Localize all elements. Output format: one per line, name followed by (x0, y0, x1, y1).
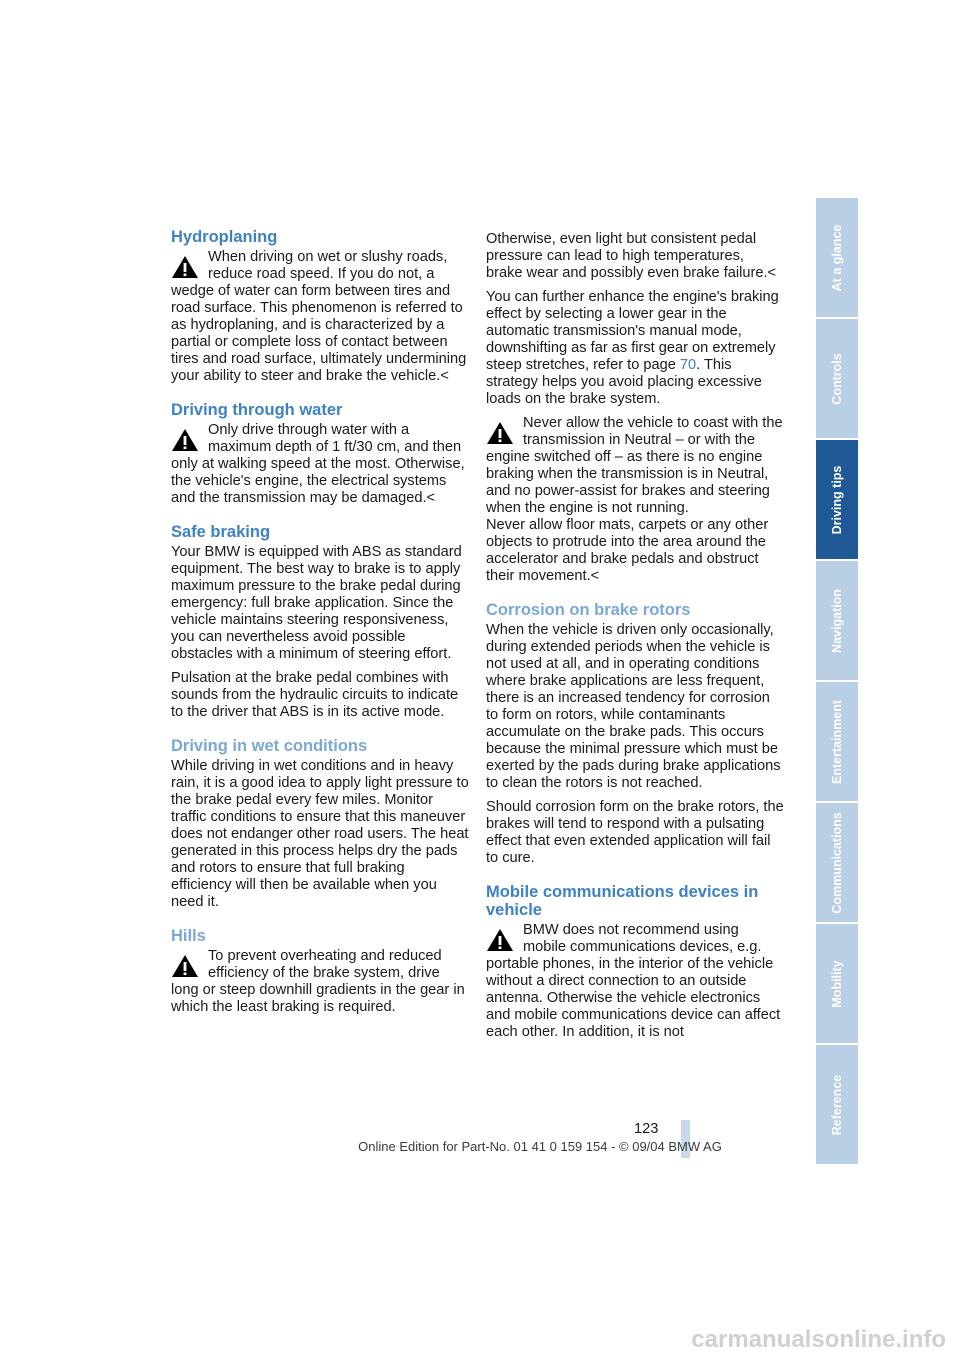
warning-water (171, 422, 469, 507)
paragraph: Should corrosion form on the brake rotors, the brakes will tend to respond with a pulsating effect that even extended application will fail to cure. (486, 799, 784, 866)
heading-mobile: Mobile communications devices in vehicle (486, 883, 759, 919)
tab-label: Mobility (830, 959, 844, 1008)
section-water (171, 401, 469, 507)
tab-label: Controls (830, 352, 844, 405)
tab-label: Reference (830, 1074, 844, 1135)
tab-at-a-glance[interactable] (816, 198, 858, 317)
warning-mobile (486, 922, 784, 1041)
tab-driving-tips[interactable] (816, 440, 858, 559)
left-column (171, 228, 469, 1032)
heading-corrosion: Corrosion on brake rotors (486, 601, 691, 619)
section-hills (171, 927, 469, 1016)
paragraph: Otherwise, even light but consistent pedal pressure can lead to high temperatures, brake wear and possibly even brake failure.< (486, 231, 777, 281)
page-number: 123 (634, 1121, 659, 1137)
tab-navigation[interactable] (816, 561, 858, 680)
heading-hills: Hills (171, 927, 206, 945)
paragraph (486, 289, 784, 408)
tab-label: At a glance (830, 224, 844, 291)
warning-triangle-icon (486, 928, 514, 952)
warning-text: To prevent overheating and reduced efficiency of the brake system, drive long or steep downhill gradients in the gear in which the least braking is required. (171, 948, 465, 1015)
paragraph: While driving in wet conditions and in heavy rain, it is a good idea to apply light pressure to the brake pedal every few miles. Monitor traffic conditions to ensure that this maneuver does not endanger other road users. The heat generated in this process helps dry the pads and rotors to ensure that full braking efficiency will then be available when you need it. (171, 758, 469, 910)
heading-wet: Driving in wet conditions (171, 737, 368, 755)
page-link[interactable]: 70 (679, 357, 697, 373)
section-braking (171, 523, 469, 721)
right-column (486, 231, 784, 1057)
section-corrosion (486, 601, 784, 867)
footer-text: Online Edition for Part-No. 01 41 0 159 154 - © 09/04 BMW AG (358, 1139, 722, 1154)
tab-communications[interactable] (816, 803, 858, 922)
paragraph-text: . This strategy helps you avoid placing excessive loads on the brake system. (486, 357, 762, 407)
watermark-text: carmanualsonline.info (691, 1326, 946, 1353)
tab-label: Communications (830, 811, 844, 914)
warning-text: Never allow floor mats, carpets or any other objects to protrude into the area around the accelerator and brake pedals and obstruct their movement.< (486, 517, 769, 584)
heading-hydroplaning: Hydroplaning (171, 228, 278, 246)
chapter-tabs (816, 198, 858, 1166)
tab-label: Navigation (830, 588, 844, 653)
section-wet (171, 737, 469, 911)
paragraph-text: You can further enhance the engine's braking effect by selecting a lower gear in the automatic transmission's manual mode, downshifting as far as first gear on extremely steep stretches, refer to page (486, 289, 779, 373)
watermark (0, 1326, 960, 1354)
warning-hills (171, 948, 469, 1016)
footer (0, 1139, 960, 1154)
heading-water: Driving through water (171, 401, 343, 419)
heading-braking: Safe braking (171, 523, 271, 541)
warning-hydroplaning (171, 249, 469, 385)
paragraph: Your BMW is equipped with ABS as standard equipment. The best way to brake is to apply maximum pressure to the brake pedal during emergency: full brake application. Since the vehicle maintains steering responsiveness, you can nevertheless avoid possible obstacles with a minimum of steering effort. (171, 544, 462, 662)
paragraph: Pulsation at the brake pedal combines with sounds from the hydraulic circuits to indicate to the driver that ABS is in its active mode. (171, 670, 459, 720)
warning-triangle-icon (171, 255, 199, 279)
tab-entertainment[interactable] (816, 682, 858, 801)
warning-triangle-icon (486, 421, 514, 445)
tab-label: Entertainment (830, 699, 844, 784)
warning-text: Never allow the vehicle to coast with the transmission in Neutral – or with the engine switched off – as there is no engine braking when the transmission is in Neutral, and no power-assist for brakes and steering when the engine is not running. (486, 415, 783, 516)
warning-text: When driving on wet or slushy roads, reduce road speed. If you do not, a wedge of water can form between tires and road surface. This phenomenon is referred to as hydroplaning, and is characterized by a partial or complete loss of contact between tires and road surface, ultimately undermining your ability to steer and brake the vehicle.< (171, 249, 467, 384)
warning-coast (486, 415, 784, 585)
tab-controls[interactable] (816, 319, 858, 438)
warning-triangle-icon (171, 428, 199, 452)
warning-text: Only drive through water with a maximum depth of 1 ft/30 cm, and then only at walking speed at the most. Otherwise, the vehicle's engine, the electrical systems and the transmission may be damaged.< (171, 422, 465, 506)
warning-text: BMW does not recommend using mobile communications devices, e.g. portable phones, in the interior of the vehicle without a direct connection to an outside antenna. Otherwise the vehicle electronics and mobile communications device can affect each other. In addition, it is not (486, 922, 781, 1040)
tab-mobility[interactable] (816, 924, 858, 1043)
section-mobile (486, 883, 784, 1041)
warning-triangle-icon (171, 954, 199, 978)
paragraph: When the vehicle is driven only occasionally, during extended periods when the vehicle is not used at all, and in operating conditions where brake applications are less frequent, there is an increased tendency for corrosion to form on rotors, while contaminants accumulate on the brake pads. This occurs because the minimal pressure which must be exerted by the pads during brake applications to clean the rotors is not reached. (486, 622, 781, 791)
tab-label: Driving tips (830, 465, 844, 534)
section-hydroplaning (171, 228, 469, 385)
